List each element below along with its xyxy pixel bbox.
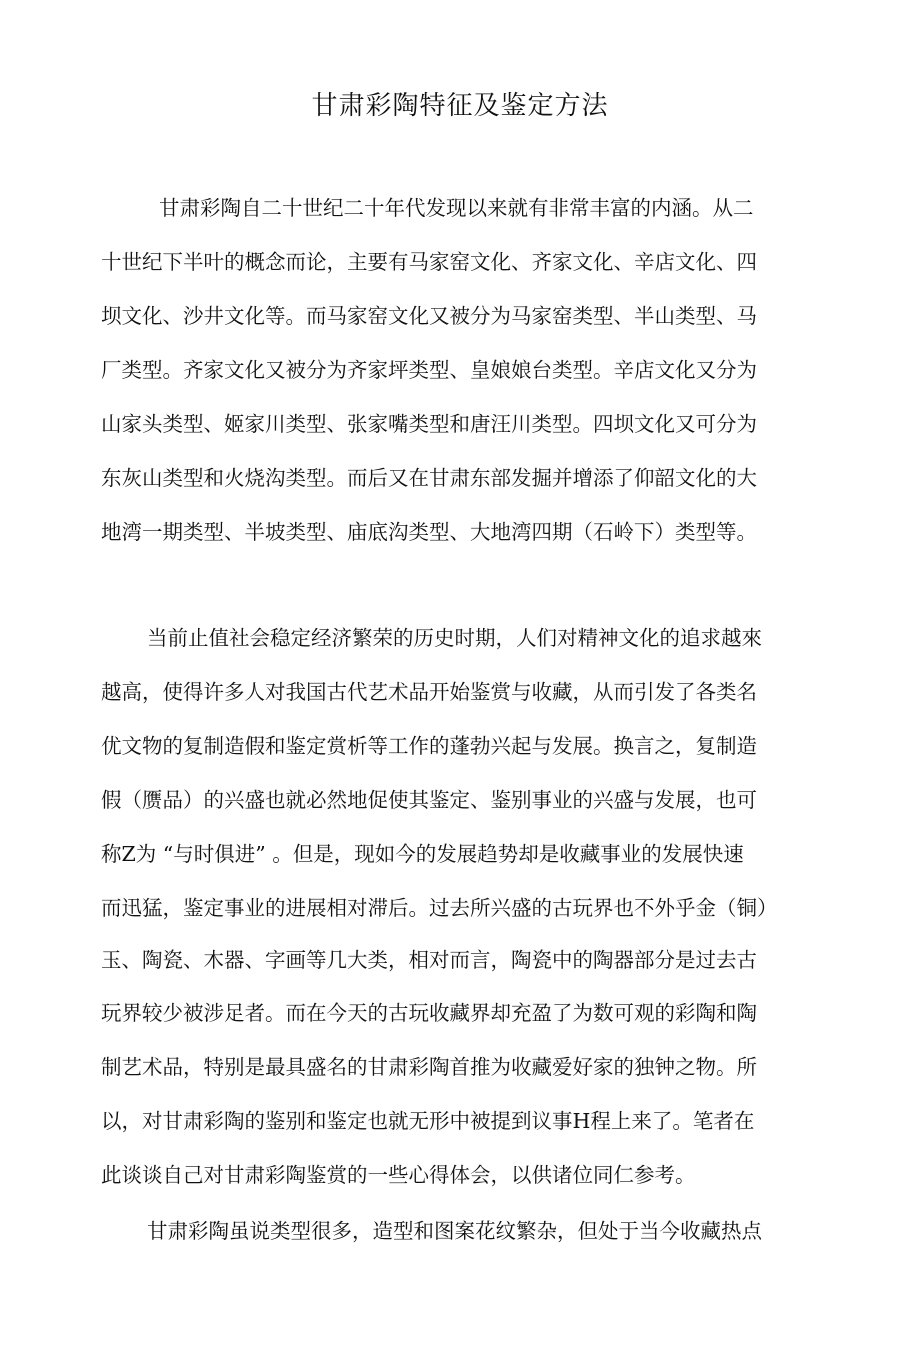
paragraph-2-line-9: 制艺术品，特别是最具盛名的甘肃彩陶首推为收藏爱好家的独钟之物。所 <box>101 1055 757 1079</box>
paragraph-1-line-6: 东灰山类型和火烧沟类型。而后又在甘肃东部发掘并增添了仰韶文化的大 <box>101 466 757 490</box>
paragraph-2-line-11: 此谈谈自己对甘肃彩陶鉴赏的一些心得体会，以供诸位同仁参考。 <box>101 1163 696 1187</box>
paragraph-2-line-4: 假（赝品）的兴盛也就必然地促使其鉴定、鉴别事业的兴盛与发展，也可 <box>101 788 757 812</box>
paragraph-2-line-6: 而迅猛，鉴定事业的进展相对滞后。过去所兴盛的古玩界也不外乎金（铜） <box>101 896 778 920</box>
paragraph-1-line-3: 坝文化、沙井文化等。而马家窑文化又被分为马家窑类型、半山类型、马 <box>101 304 757 328</box>
paragraph-2-line-1: 当前止值社会稳定经济繁荣的历史时期，人们对精神文化的追求越來 <box>147 626 762 650</box>
paragraph-2-line-5: 称Z为 “与时俱进” 。但是，现如今的发展趋势却是收藏事业的发展快速 <box>101 842 744 866</box>
paragraph-2-line-2: 越高，使得许多人对我国古代艺术品开始鉴赏与收藏，从而引发了各类名 <box>101 680 757 704</box>
paragraph-2-line-10: 以，对甘肃彩陶的鉴别和鉴定也就无形中被提到议事H程上来了。笔者在 <box>101 1109 755 1133</box>
paragraph-1-line-5: 山家头类型、姬家川类型、张家嘴类型和唐汪川类型。四坝文化又可分为 <box>101 412 757 436</box>
paragraph-2-line-7: 玉、陶瓷、木器、字画等几大类，相对而言，陶瓷中的陶器部分是过去古 <box>101 948 757 972</box>
paragraph-1-line-1: 甘肃彩陶自二十世纪二十年代发现以来就有非常丰富的内涵。从二 <box>159 196 754 220</box>
paragraph-1-line-4: 厂类型。齐家文化又被分为齐家坪类型、皇娘娘台类型。辛店文化又分为 <box>101 358 757 382</box>
paragraph-2-line-8: 玩界较少被涉足者。而在今天的古玩收藏界却充盈了为数可观的彩陶和陶 <box>101 1001 757 1025</box>
paragraph-2-line-3: 优文物的复制造假和鉴定赏析等工作的蓬勃兴起与发展。换言之，复制造 <box>101 734 757 758</box>
paragraph-1-line-7: 地湾一期类型、半坡类型、庙底沟类型、大地湾四期（石岭下）类型等。 <box>101 520 757 544</box>
paragraph-1-line-2: 十世纪下半叶的概念而论，主要有马家窑文化、齐家文化、辛店文化、四 <box>101 250 757 274</box>
paragraph-3-line-1: 甘肃彩陶虽说类型很多，造型和图案花纹繁杂，但处于当今收藏热点 <box>147 1219 762 1243</box>
document-title: 甘肃彩陶特征及鉴定方法 <box>311 91 609 121</box>
